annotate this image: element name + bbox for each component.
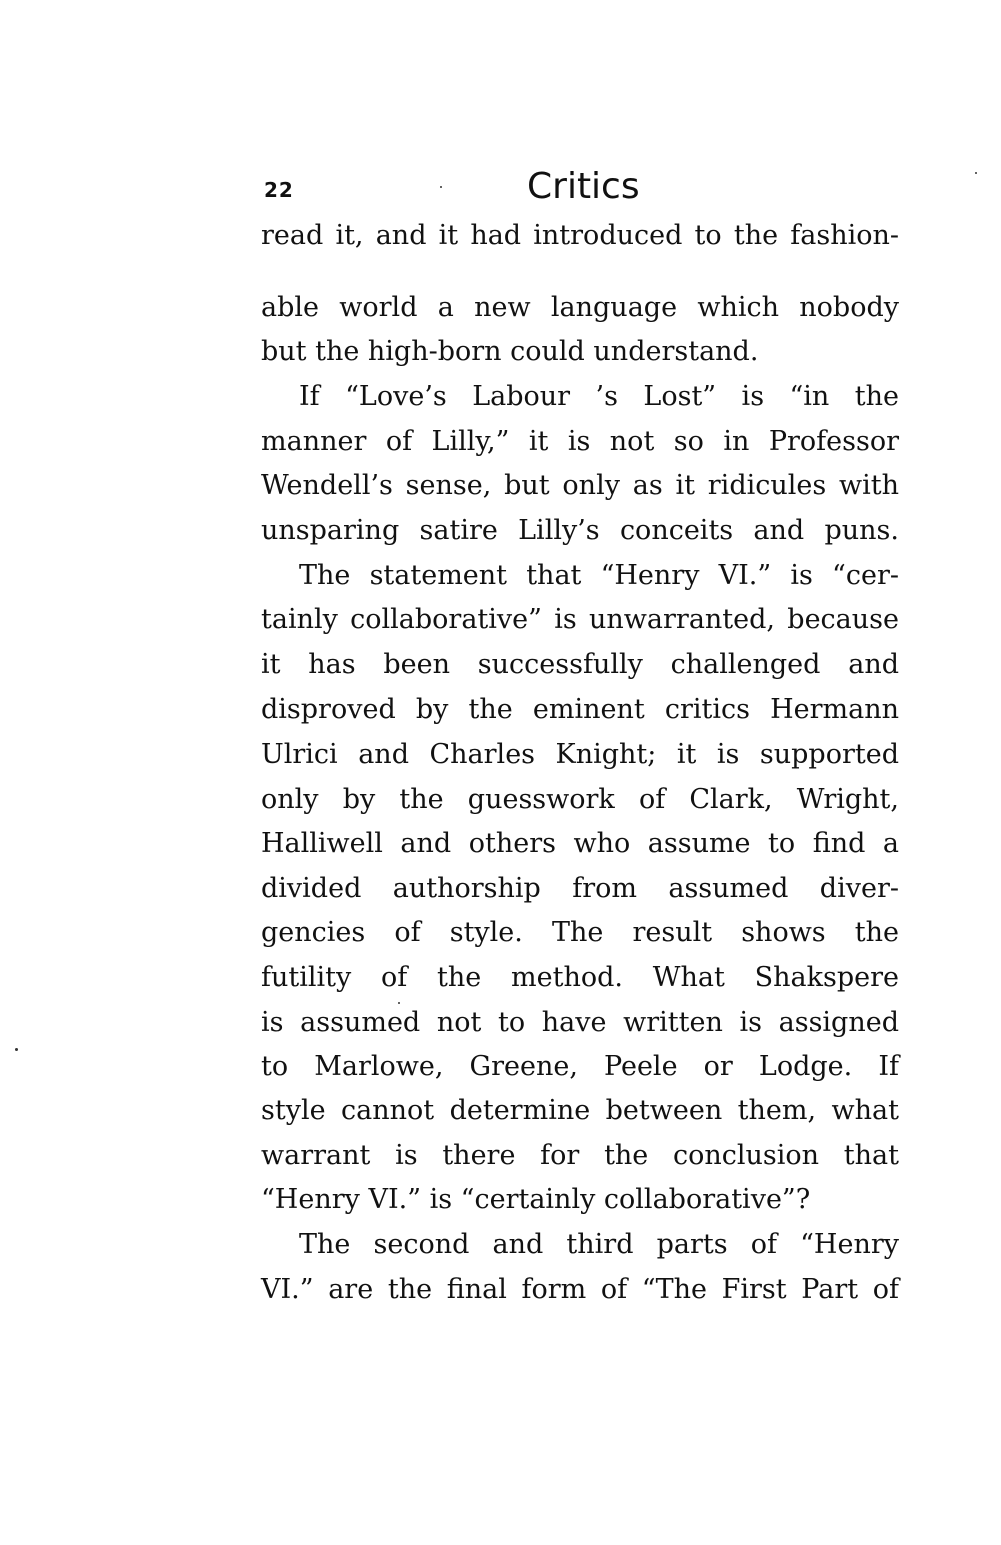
scan-speck (15, 1048, 18, 1051)
running-title: Critics (527, 166, 640, 207)
scan-speck (440, 186, 442, 188)
text-line: is assumed not to have written is assigned (261, 1007, 899, 1038)
text-line: warrant is there for the conclusion that (261, 1140, 899, 1171)
text-line: disproved by the eminent critics Hermann (261, 694, 899, 725)
text-line: tainly collaborative” is unwarranted, because (261, 604, 899, 635)
text-line: The statement that “Henry VI.” is “cer- (299, 560, 899, 591)
text-line: read it, and it had introduced to the fashion- (261, 220, 899, 251)
text-line: style cannot determine between them, what (261, 1095, 899, 1126)
scan-speck (398, 1002, 400, 1004)
text-line: The second and third parts of “Henry (299, 1229, 899, 1260)
text-line: divided authorship from assumed diver- (261, 873, 899, 904)
text-line: Ulrici and Charles Knight; it is supported (261, 739, 899, 770)
text-line: manner of Lilly,” it is not so in Professor (261, 426, 899, 457)
text-line: able world a new language which nobody (261, 292, 899, 323)
text-line: If “Love’s Labour ’s Lost” is “in the (299, 381, 899, 412)
page-number: 22 (264, 178, 294, 202)
text-line: Wendell’s sense, but only as it ridicules with (261, 470, 899, 501)
text-line: “Henry VI.” is “certainly collaborative”? (261, 1184, 811, 1215)
text-line: only by the guesswork of Clark, Wright, (261, 784, 899, 815)
text-line: Halliwell and others who assume to find a (261, 828, 899, 859)
text-line: but the high-born could understand. (261, 336, 759, 367)
text-line: to Marlowe, Greene, Peele or Lodge. If (261, 1051, 899, 1082)
text-line: futility of the method. What Shakspere (261, 962, 899, 993)
text-line: it has been successfully challenged and (261, 649, 899, 680)
scan-speck (975, 172, 977, 174)
text-line: gencies of style. The result shows the (261, 917, 899, 948)
text-line: VI.” are the final form of “The First Part of (261, 1274, 899, 1305)
text-line: unsparing satire Lilly’s conceits and puns. (261, 515, 899, 546)
